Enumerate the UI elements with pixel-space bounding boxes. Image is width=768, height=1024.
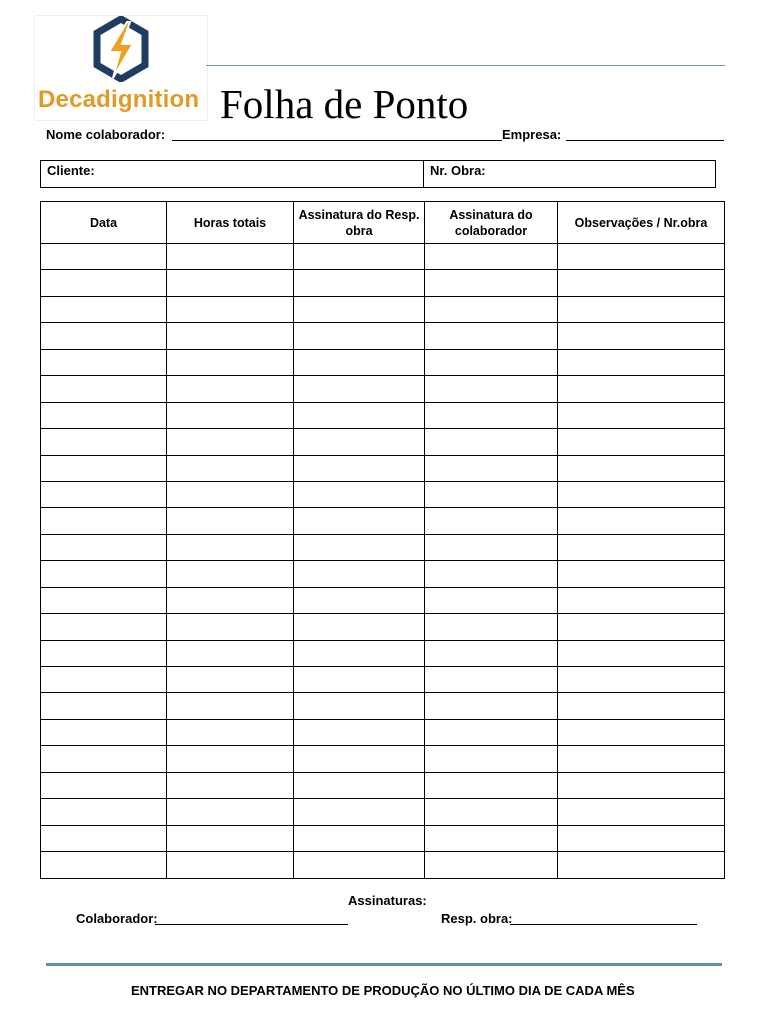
collaborator-signature-label: Colaborador: bbox=[76, 911, 158, 926]
table-cell[interactable] bbox=[167, 825, 294, 851]
table-row bbox=[41, 693, 725, 719]
table-row bbox=[41, 746, 725, 772]
table-cell[interactable] bbox=[294, 323, 425, 349]
table-cell[interactable] bbox=[558, 429, 725, 455]
table-cell[interactable] bbox=[558, 481, 725, 507]
table-row bbox=[41, 852, 725, 878]
table-cell[interactable] bbox=[41, 323, 167, 349]
table-row bbox=[41, 323, 725, 349]
signatures-title: Assinaturas: bbox=[348, 893, 427, 908]
table-cell[interactable] bbox=[558, 772, 725, 798]
timesheet-table bbox=[40, 201, 725, 879]
table-cell[interactable] bbox=[558, 534, 725, 560]
table-cell[interactable] bbox=[167, 746, 294, 772]
table-cell[interactable] bbox=[425, 799, 558, 825]
table-cell[interactable] bbox=[41, 244, 167, 270]
table-cell[interactable] bbox=[294, 772, 425, 798]
table-cell[interactable] bbox=[41, 534, 167, 560]
table-cell[interactable] bbox=[294, 429, 425, 455]
table-cell[interactable] bbox=[167, 376, 294, 402]
column-header-resp-signature: Assinatura do Resp. obra bbox=[294, 202, 425, 244]
table-cell[interactable] bbox=[294, 852, 425, 878]
table-cell[interactable] bbox=[294, 693, 425, 719]
table-cell[interactable] bbox=[425, 323, 558, 349]
table-cell[interactable] bbox=[558, 719, 725, 745]
table-cell[interactable] bbox=[167, 587, 294, 613]
table-cell[interactable] bbox=[167, 296, 294, 322]
table-cell[interactable] bbox=[167, 349, 294, 375]
table-cell[interactable] bbox=[425, 296, 558, 322]
table-row bbox=[41, 614, 725, 640]
table-cell[interactable] bbox=[425, 693, 558, 719]
table-row bbox=[41, 402, 725, 428]
table-cell[interactable] bbox=[425, 825, 558, 851]
table-cell[interactable] bbox=[41, 587, 167, 613]
table-cell[interactable] bbox=[41, 349, 167, 375]
client-work-box bbox=[40, 160, 716, 188]
footer-note: ENTREGAR NO DEPARTAMENTO DE PRODUÇÃO NO ÚLTIMO DIA DE CADA MÊS bbox=[131, 983, 635, 998]
table-cell[interactable] bbox=[425, 270, 558, 296]
table-row bbox=[41, 640, 725, 666]
table-cell[interactable] bbox=[41, 719, 167, 745]
table-cell[interactable] bbox=[425, 349, 558, 375]
table-row bbox=[41, 376, 725, 402]
table-row bbox=[41, 455, 725, 481]
table-cell[interactable] bbox=[294, 561, 425, 587]
lightning-hexagon-icon bbox=[93, 16, 149, 82]
work-number-label: Nr. Obra: bbox=[430, 163, 486, 178]
table-row bbox=[41, 270, 725, 296]
table-row bbox=[41, 481, 725, 507]
table-cell[interactable] bbox=[41, 772, 167, 798]
table-cell[interactable] bbox=[41, 561, 167, 587]
table-cell[interactable] bbox=[558, 376, 725, 402]
table-cell[interactable] bbox=[41, 614, 167, 640]
table-cell[interactable] bbox=[41, 402, 167, 428]
table-cell[interactable] bbox=[558, 323, 725, 349]
table-row bbox=[41, 561, 725, 587]
table-cell[interactable] bbox=[294, 296, 425, 322]
table-cell[interactable] bbox=[558, 640, 725, 666]
table-row bbox=[41, 825, 725, 851]
company-field[interactable] bbox=[566, 140, 724, 141]
table-cell[interactable] bbox=[167, 244, 294, 270]
table-cell[interactable] bbox=[167, 640, 294, 666]
table-row bbox=[41, 772, 725, 798]
table-cell[interactable] bbox=[294, 481, 425, 507]
table-cell[interactable] bbox=[425, 455, 558, 481]
table-cell[interactable] bbox=[425, 772, 558, 798]
table-cell[interactable] bbox=[294, 614, 425, 640]
table-cell[interactable] bbox=[167, 561, 294, 587]
table-cell[interactable] bbox=[558, 667, 725, 693]
collaborator-name-field[interactable] bbox=[172, 140, 502, 141]
table-header-row bbox=[41, 202, 725, 244]
table-cell[interactable] bbox=[425, 481, 558, 507]
table-cell[interactable] bbox=[558, 455, 725, 481]
table-cell[interactable] bbox=[294, 402, 425, 428]
table-cell[interactable] bbox=[294, 746, 425, 772]
logo-brand-name: Decadignition bbox=[38, 86, 200, 113]
table-cell[interactable] bbox=[425, 667, 558, 693]
table-cell[interactable] bbox=[558, 296, 725, 322]
table-cell[interactable] bbox=[294, 667, 425, 693]
table-row bbox=[41, 534, 725, 560]
table-cell[interactable] bbox=[41, 667, 167, 693]
header-rule bbox=[206, 65, 725, 66]
column-header-date: Data bbox=[41, 202, 167, 244]
table-cell[interactable] bbox=[167, 402, 294, 428]
table-row bbox=[41, 508, 725, 534]
table-cell[interactable] bbox=[167, 799, 294, 825]
table-cell[interactable] bbox=[294, 534, 425, 560]
table-cell[interactable] bbox=[41, 799, 167, 825]
table-cell[interactable] bbox=[167, 772, 294, 798]
collaborator-name-label: Nome colaborador: bbox=[46, 127, 166, 142]
table-cell[interactable] bbox=[558, 244, 725, 270]
table-cell[interactable] bbox=[558, 693, 725, 719]
table-row bbox=[41, 799, 725, 825]
table-cell[interactable] bbox=[41, 270, 167, 296]
table-cell[interactable] bbox=[294, 376, 425, 402]
table-row bbox=[41, 349, 725, 375]
table-cell[interactable] bbox=[425, 508, 558, 534]
table-cell[interactable] bbox=[167, 852, 294, 878]
table-cell[interactable] bbox=[294, 244, 425, 270]
table-row bbox=[41, 719, 725, 745]
company-logo bbox=[34, 15, 208, 121]
table-cell[interactable] bbox=[167, 270, 294, 296]
table-cell[interactable] bbox=[558, 614, 725, 640]
table-cell[interactable] bbox=[167, 614, 294, 640]
table-cell[interactable] bbox=[425, 587, 558, 613]
table-cell[interactable] bbox=[167, 481, 294, 507]
table-cell[interactable] bbox=[294, 508, 425, 534]
table-cell[interactable] bbox=[41, 481, 167, 507]
table-row bbox=[41, 429, 725, 455]
table-cell[interactable] bbox=[294, 349, 425, 375]
page-title: Folha de Ponto bbox=[220, 81, 469, 127]
column-header-observations: Observações / Nr.obra bbox=[558, 202, 725, 244]
table-cell[interactable] bbox=[425, 614, 558, 640]
table-cell[interactable] bbox=[41, 693, 167, 719]
column-header-total-hours: Horas totais bbox=[167, 202, 294, 244]
collaborator-signature-field[interactable] bbox=[155, 924, 348, 925]
responsible-signature-field[interactable] bbox=[510, 924, 697, 925]
table-cell[interactable] bbox=[425, 376, 558, 402]
table-cell[interactable] bbox=[41, 852, 167, 878]
client-label: Cliente: bbox=[47, 163, 95, 178]
table-cell[interactable] bbox=[425, 402, 558, 428]
table-cell[interactable] bbox=[41, 825, 167, 851]
table-row bbox=[41, 587, 725, 613]
table-cell[interactable] bbox=[425, 534, 558, 560]
table-cell[interactable] bbox=[558, 825, 725, 851]
table-cell[interactable] bbox=[41, 455, 167, 481]
table-cell[interactable] bbox=[558, 402, 725, 428]
table-cell[interactable] bbox=[167, 323, 294, 349]
table-cell[interactable] bbox=[294, 455, 425, 481]
responsible-signature-label: Resp. obra: bbox=[441, 911, 513, 926]
table-cell[interactable] bbox=[294, 270, 425, 296]
table-cell[interactable] bbox=[558, 799, 725, 825]
table-row bbox=[41, 244, 725, 270]
table-cell[interactable] bbox=[558, 508, 725, 534]
table-cell[interactable] bbox=[558, 561, 725, 587]
table-cell[interactable] bbox=[558, 746, 725, 772]
table-cell[interactable] bbox=[41, 296, 167, 322]
table-cell[interactable] bbox=[425, 244, 558, 270]
table-cell[interactable] bbox=[425, 561, 558, 587]
table-cell[interactable] bbox=[558, 270, 725, 296]
table-cell[interactable] bbox=[41, 376, 167, 402]
table-cell[interactable] bbox=[167, 429, 294, 455]
table-cell[interactable] bbox=[425, 640, 558, 666]
table-cell[interactable] bbox=[294, 799, 425, 825]
table-cell[interactable] bbox=[425, 719, 558, 745]
table-cell[interactable] bbox=[294, 587, 425, 613]
table-cell[interactable] bbox=[294, 825, 425, 851]
table-cell[interactable] bbox=[167, 719, 294, 745]
table-cell[interactable] bbox=[167, 693, 294, 719]
client-box-divider bbox=[423, 161, 424, 187]
table-cell[interactable] bbox=[41, 508, 167, 534]
table-cell[interactable] bbox=[167, 534, 294, 560]
timesheet-body bbox=[41, 244, 725, 879]
table-row bbox=[41, 667, 725, 693]
footer-rule bbox=[46, 963, 722, 966]
table-cell[interactable] bbox=[167, 455, 294, 481]
table-cell[interactable] bbox=[294, 640, 425, 666]
table-cell[interactable] bbox=[558, 349, 725, 375]
table-cell[interactable] bbox=[558, 852, 725, 878]
table-cell[interactable] bbox=[167, 667, 294, 693]
table-cell[interactable] bbox=[41, 640, 167, 666]
table-cell[interactable] bbox=[294, 719, 425, 745]
table-cell[interactable] bbox=[167, 508, 294, 534]
table-cell[interactable] bbox=[41, 429, 167, 455]
column-header-collaborator-signature: Assinatura do colaborador bbox=[425, 202, 558, 244]
table-cell[interactable] bbox=[425, 429, 558, 455]
table-cell[interactable] bbox=[425, 746, 558, 772]
company-label: Empresa: bbox=[502, 127, 562, 142]
table-cell[interactable] bbox=[558, 587, 725, 613]
table-row bbox=[41, 296, 725, 322]
table-cell[interactable] bbox=[41, 746, 167, 772]
table-cell[interactable] bbox=[425, 852, 558, 878]
